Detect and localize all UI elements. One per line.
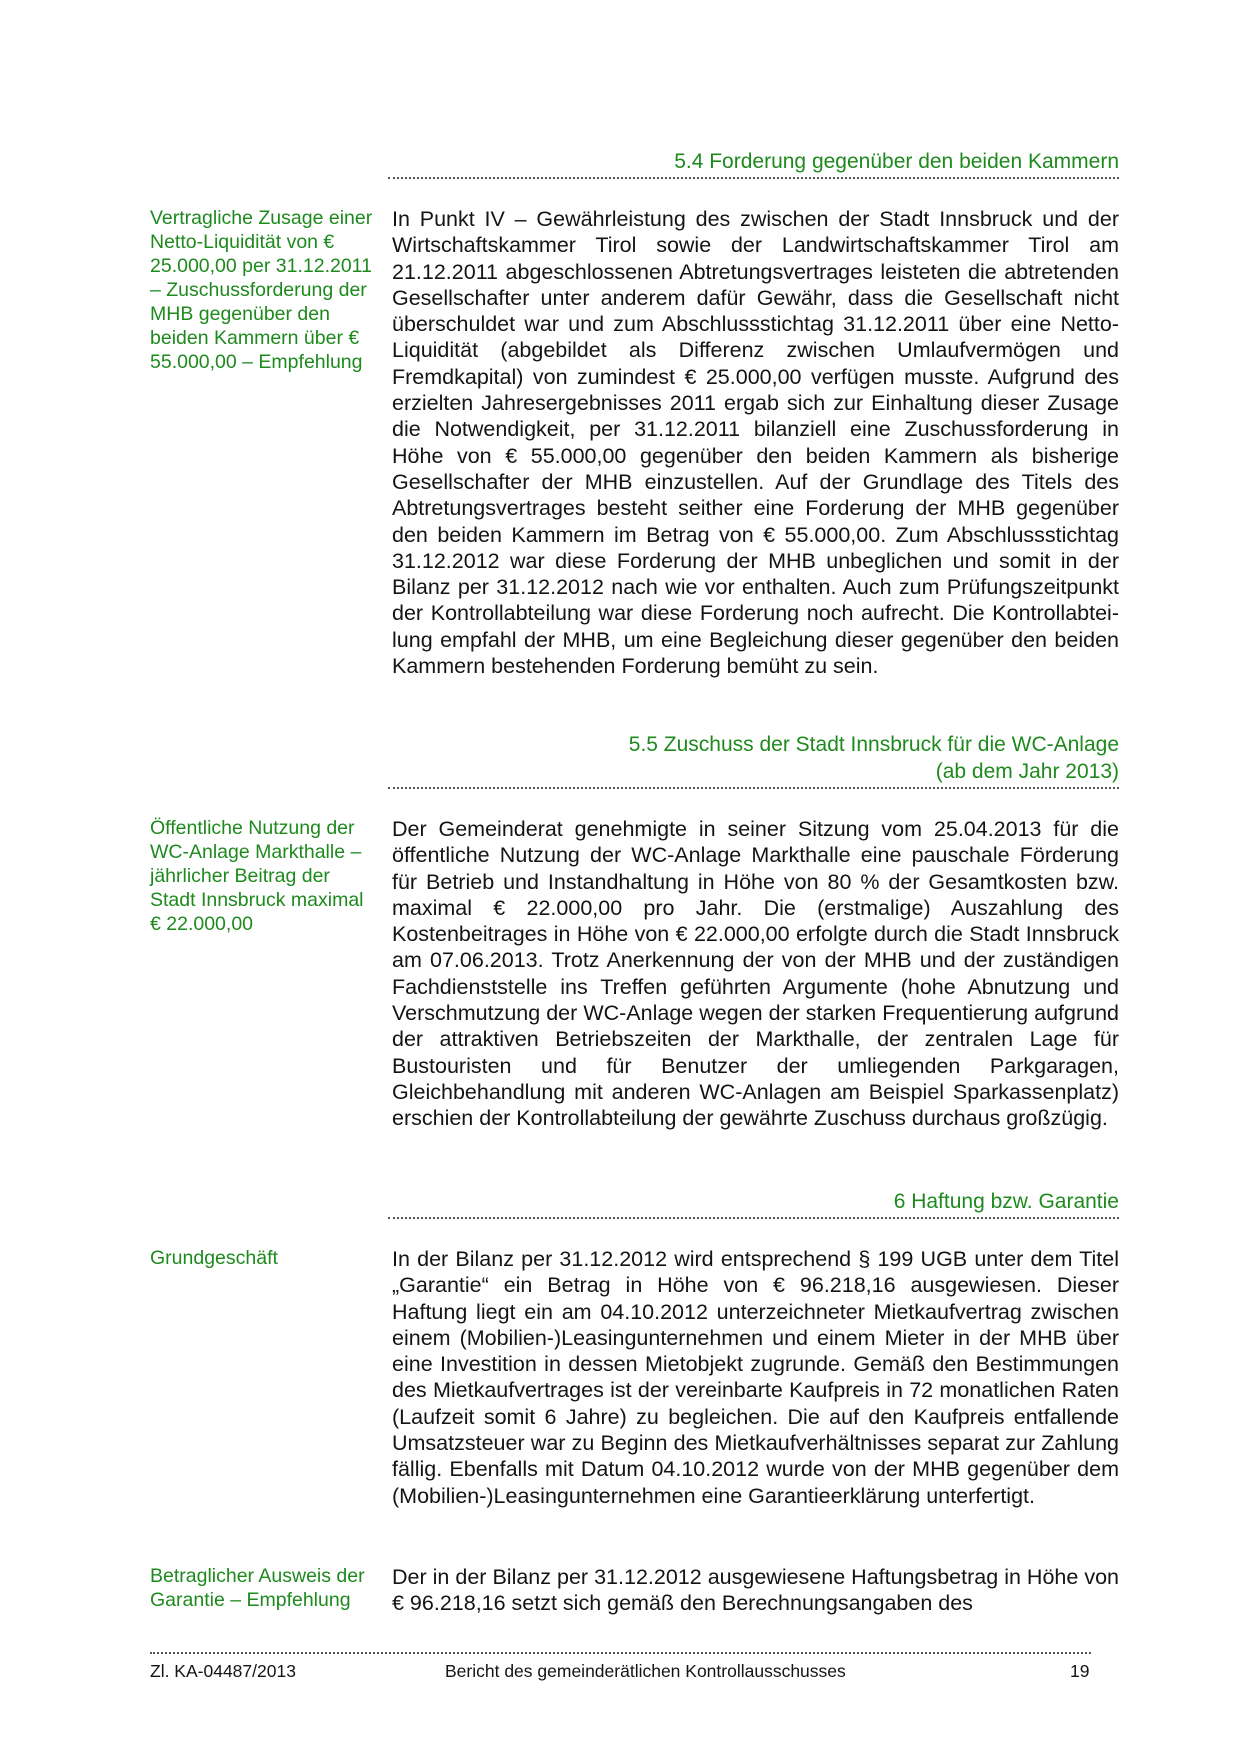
- margin-note-ausweis-garantie: Betraglicher Ausweis der Garantie – Empfehlung: [150, 1565, 365, 1611]
- section-heading-6: 6 Haftung bzw. Garantie: [893, 1190, 1119, 1213]
- section-heading-5-5-line2: (ab dem Jahr 2013): [935, 760, 1119, 783]
- margin-note-netto-liquiditaet: Vertragliche Zusage einer Netto-Liquidität von € 25.000,00 per 31.12.2011 – Zuschussforderung der MHB gegenüber den beiden Kammern über € 55.000,00 – Empfehlung: [150, 207, 373, 373]
- section-heading-5-4: 5.4 Forderung gegenüber den beiden Kammern: [674, 150, 1119, 173]
- margin-note-wc-anlage: Öffentliche Nutzung der WC-Anlage Markthalle – jährlicher Beitrag der Stadt Innsbruck maximal € 22.000,00: [150, 817, 364, 935]
- section-divider: [388, 1217, 1119, 1219]
- section-divider: [388, 787, 1119, 789]
- section-heading-5-5-line1: 5.5 Zuschuss der Stadt Innsbruck für die WC-Anlage: [628, 733, 1119, 756]
- paragraph-forderung-kammern: In Punkt IV – Gewährleistung des zwischen der Stadt Innsbruck und der Wirtschaftskammer Tirol sowie der Landwirtschaftskammer Tirol am 21.12.2011 abgeschlossenen Abtretungsvertrages leisteten die abtretenden Gesellschafter unter anderem dafür Gewähr, dass die Gesellschaft nicht überschuldet war und zum Abschlussstichtag 31.12.2011 über eine Netto-Liquidität (abgebildet als Differenz zwischen Umlaufvermögen und Fremdkapital) von zumindest € 25.000,00 verfügen musste. Aufgrund des erzielten Jahresergebnisses 2011 ergab sich zur Einhaltung dieser Zusage die Notwendigkeit, per 31.12.2011 bilanziell eine Zuschussforderung in Höhe von € 55.000,00 gegenüber den beiden Kammern als bisherige Gesellschafter der MHB einzustellen. Auf der Grundlage des Titels des Abtretungsvertrages besteht seither eine Forderung der MHB gegenüber den beiden Kammern im Betrag von € 55.000,00. Zum Abschlussstichtag 31.12.2012 war diese Forderung der MHB unbeglichen und somit in der Bilanz per 31.12.2012 nach wie vor enthalten. Auch zum Prüfungszeitpunkt der Kontrollabteilung war diese Forderung noch aufrecht. Die Kontrollabteilung empfahl der MHB, um eine Begleichung dieser gegenüber den beiden Kammern bestehenden Forderung bemüht zu sein.: [392, 207, 1119, 679]
- page-number: 19: [1070, 1661, 1090, 1681]
- footer-reference: Zl. KA-04487/2013: [150, 1661, 296, 1681]
- section-heading-5-5: [388, 731, 1119, 785]
- footer-title: Bericht des gemeinderätlichen Kontrollausschusses: [445, 1661, 846, 1681]
- footer-divider: [150, 1652, 1091, 1654]
- margin-note-grundgeschaeft: Grundgeschäft: [150, 1247, 278, 1269]
- section-divider: [388, 177, 1119, 179]
- paragraph-wc-anlage: Der Gemeinderat genehmigte in seiner Sitzung vom 25.04.2013 für die öffentliche Nutzung der WC-Anlage Markthalle eine pauschale Förderung für Betrieb und Instandhaltung in Höhe von 80 % der Gesamtkosten bzw. maximal € 22.000,00 pro Jahr. Die (erstmalige) Auszahlung des Kostenbeitrages in Höhe von € 22.000,00 erfolgte durch die Stadt Innsbruck am 07.06.2013. Trotz Anerkennung der von der MHB und der zuständigen Fachdienststelle ins Treffen geführten Argumente (hohe Abnutzung und Verschmutzung der WC-Anlage wegen der starken Frequentierung aufgrund der attraktiven Betriebszeiten der Markthalle, der zentralen Lage für Bustouristen und für Benutzer der umliegenden Parkgaragen, Gleichbehandlung mit anderen WC-Anlagen am Beispiel Sparkassenplatz) erschien der Kontrollabteilung der gewährte Zuschuss durchaus großzügig.: [392, 817, 1119, 1131]
- paragraph-haftungsbetrag: Der in der Bilanz per 31.12.2012 ausgewiesene Haftungsbetrag in Höhe von € 96.218,16 setzt sich gemäß den Berechnungsangaben des: [392, 1565, 1119, 1616]
- paragraph-grundgeschaeft: In der Bilanz per 31.12.2012 wird entsprechend § 199 UGB unter dem Titel „Garantie“ ein Betrag in Höhe von € 96.218,16 ausgewiesen. Dieser Haftung liegt ein am 04.10.2012 unterzeichneter Mietkaufvertrag zwischen einem (Mobilien-)Leasingunternehmen und einem Mieter in der MHB über eine Investition in dessen Mietobjekt zugrunde. Gemäß den Bestimmungen des Mietkaufvertrages ist der vereinbarte Kaufpreis in 72 monatlichen Raten (Laufzeit somit 6 Jahre) zu begleichen. Die auf den Kaufpreis entfallende Umsatzsteuer war zu Beginn des Mietkaufverhältnisses separat zur Zahlung fällig. Ebenfalls mit Datum 04.10.2012 wurde von der MHB gegenüber dem (Mobilien-)Leasingunternehmen eine Garantieerklärung unterfertigt.: [392, 1247, 1119, 1508]
